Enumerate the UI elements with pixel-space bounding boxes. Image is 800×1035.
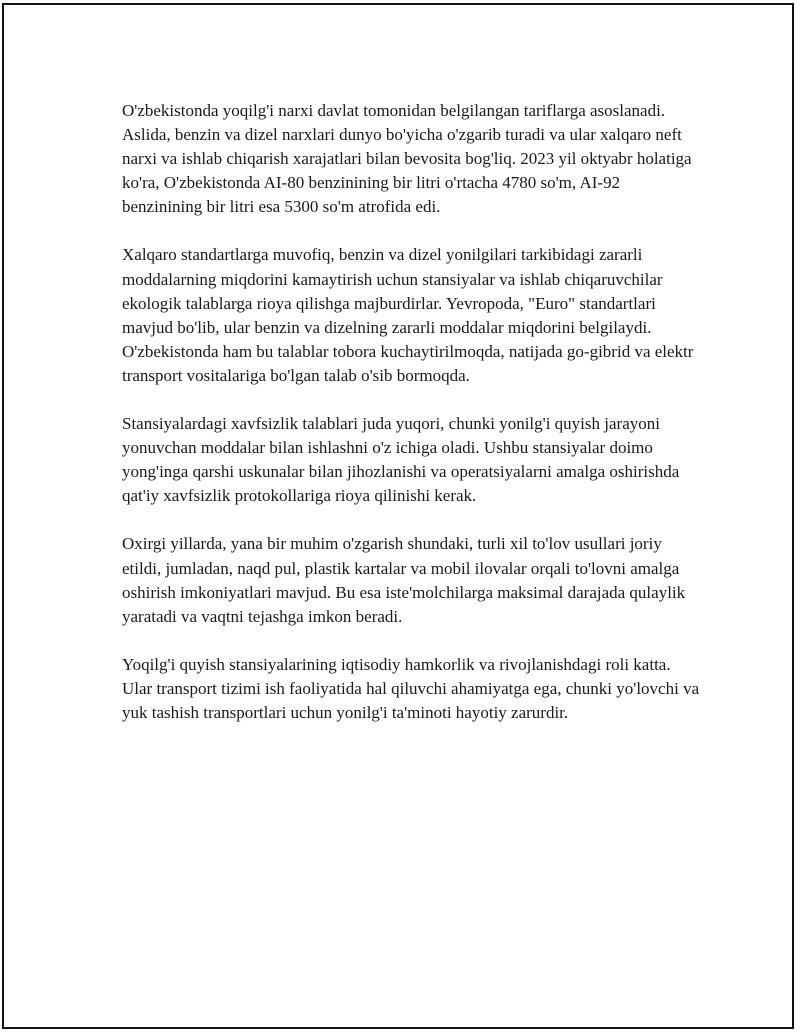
paragraph-station-safety: Stansiyalardagi xavfsizlik talablari juda yuqori, chunki yonilg'i quyish jarayoni yonuvchan moddalar bilan ishlashni o'z ichiga oladi. Ushbu stansiyalar doimo yong'inga qarshi uskunalar bilan jihozlanishi va operatsiyalarni amalga oshirishda qat'iy xavfsizlik protokollariga rioya qilinishi kerak. [122, 414, 680, 506]
paragraph-payment-methods: Oxirgi yillarda, yana bir muhim o'zgarish shundaki, turli xil to'lov usullari joriy etildi, jumladan, naqd pul, plastik kartalar va mobil ilovalar orqali to'lovni amalga oshirish imkoniyatlari mavjud. Bu esa iste'molchilarga maksimal darajada qulaylik yaratadi va vaqtni tejashga imkon beradi. [122, 534, 686, 626]
paragraph-ecological-standards: Xalqaro standartlarga muvofiq, benzin va dizel yonilgilari tarkibidagi zararli moddalarning miqdorini kamaytirish uchun stansiyalar va ishlab chiqaruvchilar ekologik talablarga rioya qilishga majburdirlar. Yevropoda, "Euro" standartlari mavjud bo'lib, ular benzin va dizelning zararli moddalar miqdorini belgilaydi. O'zbekistonda ham bu talablar tobora kuchaytirilmoqda, natijada go-gibrid va elektr transport vositalariga bo'lgan talab o'sib bormoqda. [122, 245, 694, 385]
paragraph-economic-role: Yoqilg'i quyish stansiyalarining iqtisodiy hamkorlik va rivojlanishdagi roli katta. Ular transport tizimi ish faoliyatida hal qiluvchi ahamiyatga ega, chunki yo'lovchi va yuk tashish transportlari uchun yonilg'i ta'minoti hayotiy zarurdir. [122, 654, 700, 722]
page-frame [2, 3, 794, 1029]
document-body [122, 99, 702, 749]
paragraph-fuel-prices: O'zbekistonda yoqilg'i narxi davlat tomonidan belgilangan tariflarga asoslanadi. Aslida, benzin va dizel narxlari dunyo bo'yicha o'zgarib turadi va ular xalqaro neft narxi va ishlab chiqarish xarajatlari bilan bevosita bog'liq. 2023 yil oktyabr holatiga ko'ra, O'zbekistonda AI-80 benzinining bir litri o'rtacha 4780 so'm, AI-92 benzinining bir litri esa 5300 so'm atrofida edi. [122, 101, 692, 217]
